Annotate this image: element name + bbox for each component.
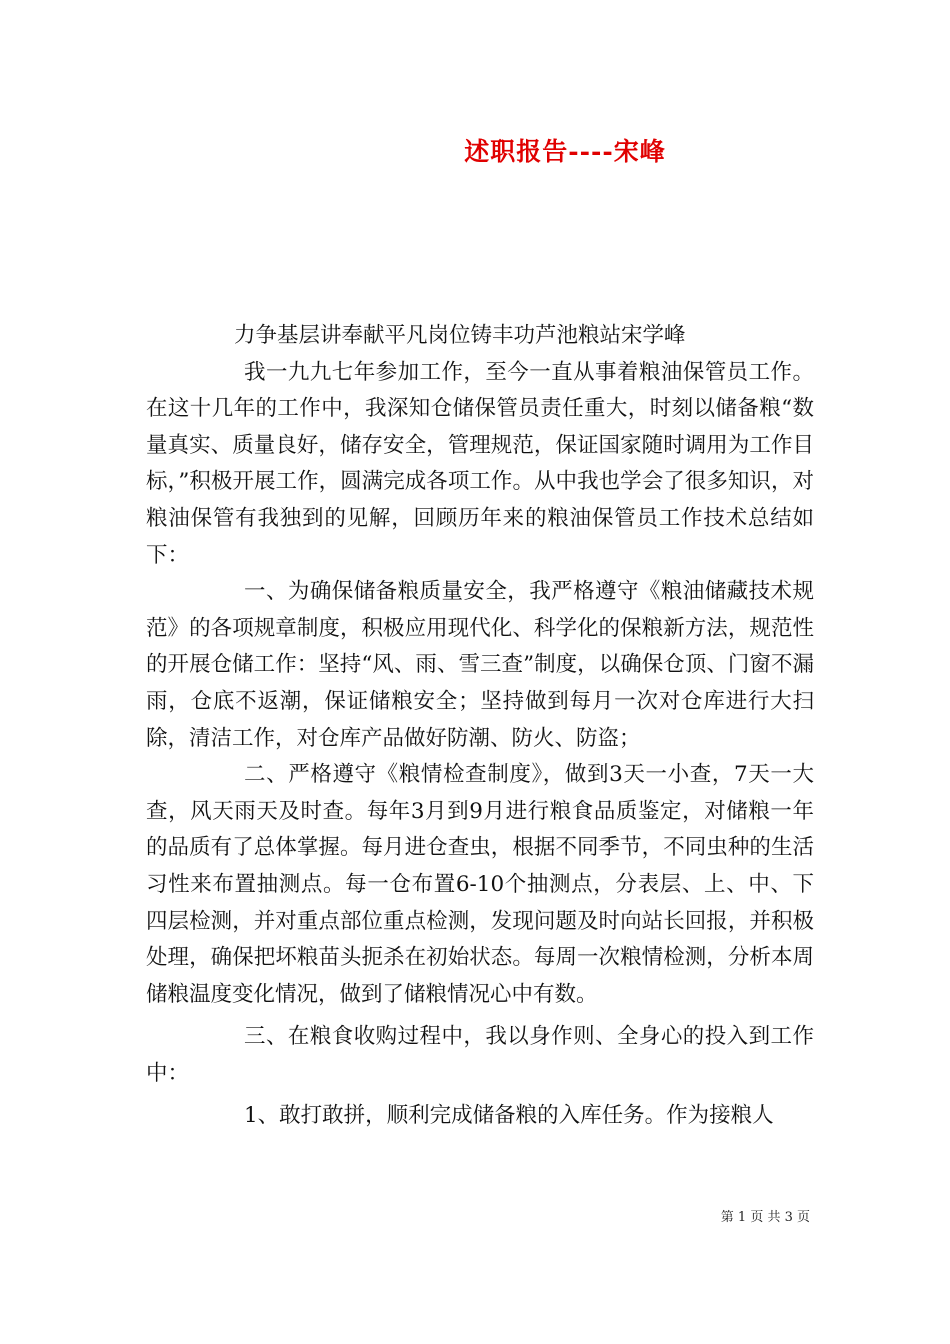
paragraph-section-1: 一、为确保储备粮质量安全，我严格遵守《粮油储藏技术规范》的各项规章制度，积极应用现代化、科学化的保粮新方法，规范性的开展仓储工作：坚持“风、雨、雪三查”制度，以确保仓顶、门窗不漏雨，仓底不返潮，保证储粮安全；坚持做到每月一次对仓库进行大扫除，清洁工作，对仓库产品做好防潮、防火、防盗； — [146, 579, 814, 751]
document-subtitle: 力争基层讲奉献平凡岗位铸丰功芦池粮站宋学峰 — [234, 323, 686, 348]
document-body — [146, 318, 814, 1135]
page-number-footer: 第 1 页 共 3 页 — [720, 1210, 810, 1225]
paragraph-intro: 我一九九七年参加工作，至今一直从事着粮油保管员工作。在这十几年的工作中，我深知仓储保管员责任重大，时刻以储备粮“数量真实、质量良好，储存安全，管理规范，保证国家随时调用为工作目标，”积极开展工作，圆满完成各项工作。从中我也学会了很多知识，对粮油保管有我独到的见解，回顾历年来的粮油保管员工作技术总结如下： — [146, 359, 814, 568]
paragraph-item-1: 1、敢打敢拼，顺利完成储备粮的入库任务。作为接粮人 — [244, 1103, 774, 1129]
paragraph-section-2: 二、严格遵守《粮情检查制度》，做到3天一小查，7天一大查，风天雨天及时查。每年3月到9月进行粮食品质鉴定，对储粮一年的品质有了总体掌握。每月进仓查虫，根据不同季节，不同虫种的生活习性来布置抽测点。每一仓布置6-10个抽测点，分表层、上、中、下四层检测，并对重点部位重点检测，发现问题及时向站长回报，并积极处理，确保把坏粮苗头扼杀在初始状态。每周一次粮情检测，分析本周储粮温度变化情况，做到了储粮情况心中有数。 — [146, 762, 814, 1007]
document-title: 述职报告----宋峰 — [464, 137, 666, 166]
paragraph-section-3: 三、在粮食收购过程中，我以身作则、全身心的投入到工作中： — [146, 1024, 814, 1086]
